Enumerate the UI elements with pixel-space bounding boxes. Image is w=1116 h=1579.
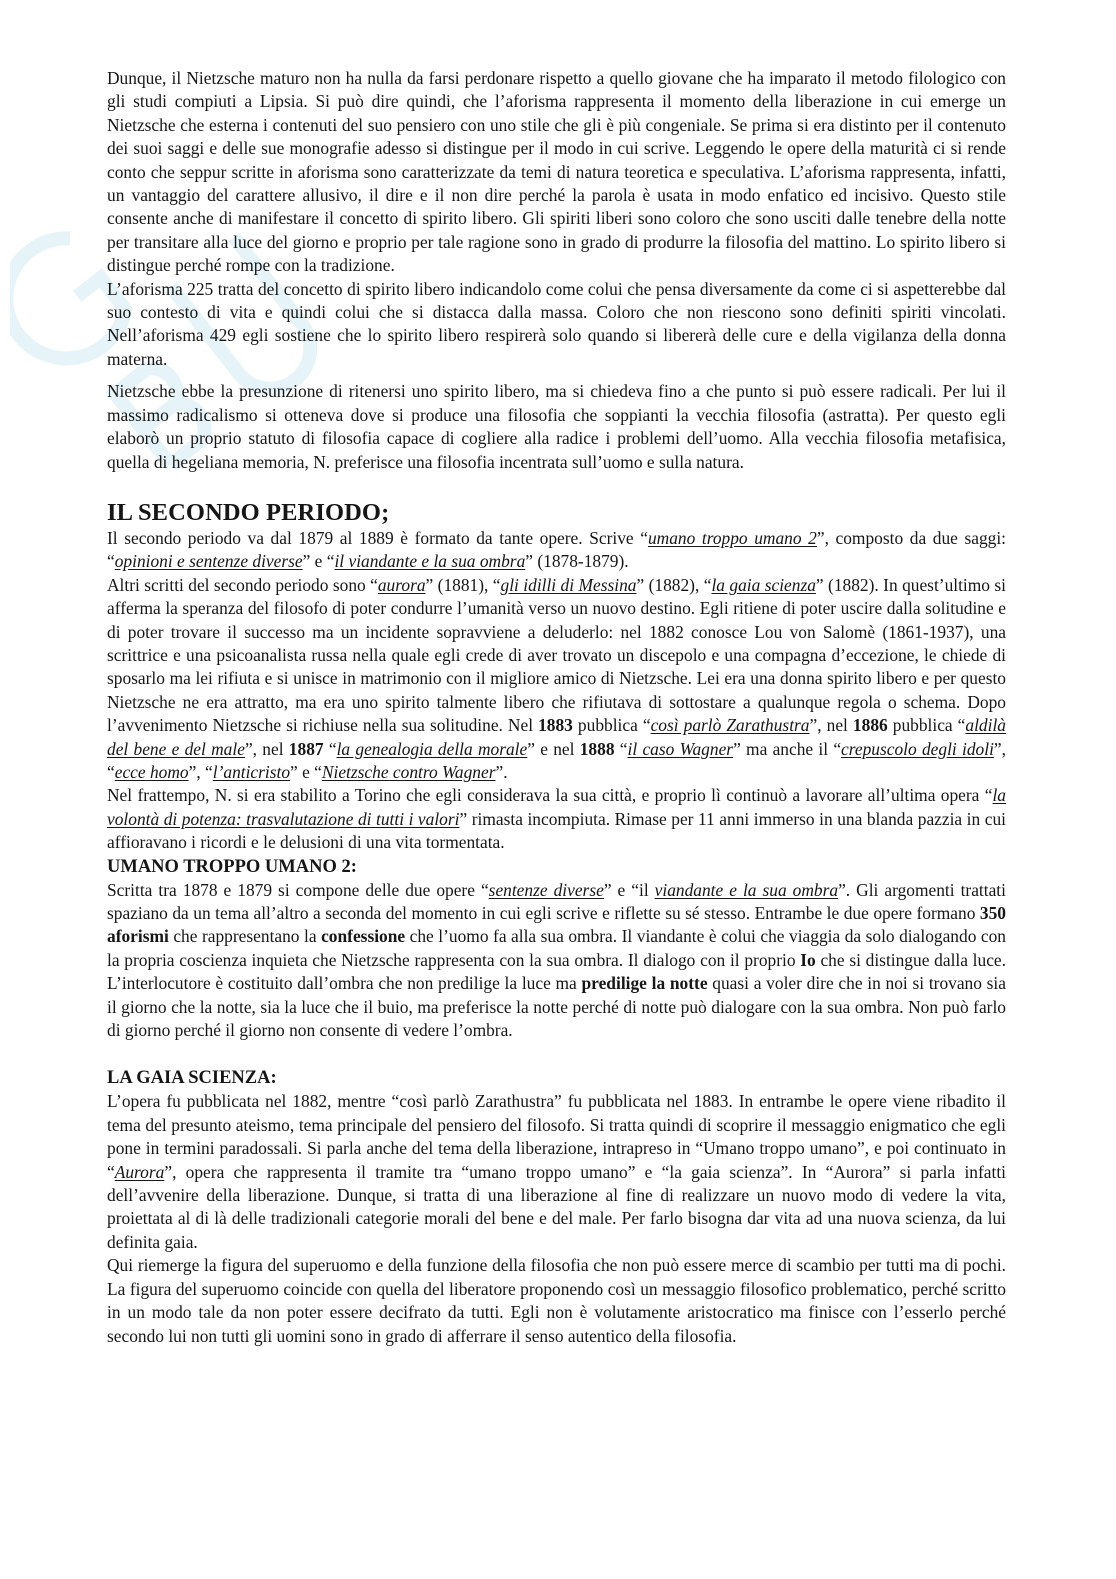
heading-secondo-periodo: IL SECONDO PERIODO; — [107, 498, 390, 526]
paragraph-secondo-periodo-1: Il secondo periodo va dal 1879 al 1889 è formato da tante opere. Scrive “umano troppo umano 2”, composto da due saggi: “opinioni e sentenze diverse” e “il viandante e la sua ombra” (1878-1879). — [107, 527, 1007, 572]
year: 1886 — [852, 715, 888, 736]
paragraph-gaia-2: Qui riemerge la figura del superuomo e della funzione della filosofia che non può essere merce di scambio per tutti ma di pochi. La figura del superuomo coincide con quella del liberatore proponendo così un messaggio filosofico problematico, perché scritto in un modo tale da non poter essere decifrato da tutti. Egli non è volutamente aristocratico ma finisce con l’esserlo perché secondo lui non tutti gli uomini sono in grado di afferrare il senso autentico della filosofia. — [107, 1255, 1006, 1346]
document-page — [107, 67, 1006, 1348]
work-title: aurora — [377, 574, 426, 595]
work-title: viandante e la sua ombra — [654, 879, 839, 900]
paragraph-intro-1: Dunque, il Nietzsche maturo non ha nulla da farsi perdonare rispetto a quello giovane che ha imparato il metodo filologico con gli studi compiuti a Lipsia. Si può dire quindi, che l’aforisma rappresenta il momento della liberazione in cui emerge un Nietzsche che esterna i contenuti del suo pensiero con uno stile che gli è più congeniale. Se prima si era distinto per il contenuto dei suoi saggi e delle sue monografie adesso si distingue per il modo in cui scrive. Leggendo le opere della maturità ci si rende conto che seppur scritte in aforisma sono caratterizzate da temi di natura teoretica e speculativa. L’aforisma rappresenta, infatti, un vantaggio del carattere allusivo, il dire e il non dire perché la parola è usata in modo enfatico ed incisivo. Questo stile consente anche di manifestare il concetto di spirito libero. Gli spiriti liberi sono coloro che sono usciti dalle tenebre della notte per transitare alla luce del giorno e proprio per tale ragione sono in grado di produrre la filosofia del mattino. Lo spirito libero si distingue perché rompe con la tradizione. — [107, 68, 1006, 276]
year: 1887 — [288, 738, 324, 759]
work-title: gli idilli di Messina — [500, 574, 637, 595]
work-title: la volontà di potenza: trasvalutazione di tutti i valori — [107, 785, 1006, 829]
work-title: umano troppo umano 2 — [647, 527, 817, 548]
heading-gaia-scienza: LA GAIA SCIENZA: — [107, 1068, 277, 1089]
paragraph-secondo-periodo-3: Nel frattempo, N. si era stabilito a Torino che egli considerava la sua città, e proprio lì continuò a lavorare all’ultima opera “la volontà di potenza: trasvalutazione di tutti i valori” rimasta incompiuta. Rimase per 11 anni immerso in una blanda pazzia in cui affioravano i ricordi e le delusioni di una vita tormentata. — [107, 785, 1006, 853]
work-title: il viandante e la sua ombra — [334, 551, 526, 572]
work-title: ecce homo — [114, 761, 189, 782]
year: 1883 — [538, 715, 573, 736]
work-title: la gaia scienza — [711, 574, 816, 595]
work-title: opinioni e sentenze diverse — [114, 551, 303, 572]
work-title: crepuscolo degli idoli — [841, 738, 994, 759]
paragraph-secondo-periodo-2: Altri scritti del secondo periodo sono “aurora” (1881), “gli idilli di Messina” (1882), “la gaia scienza” (1882). In quest’ultimo si afferma la speranza del filosofo di poter condurre l’umanità verso un nuovo destino. Egli ritiene di poter uscire dalla solitudine e di poter trovare il successo ma un incidente sopravviene a deluderlo: nel 1882 conosce Lou von Salomè (1861-1937), una scrittrice e una psicoanalista russa nella quale egli crede di aver trovato un discepolo e una compagna d’eccezione, le chiede di sposarlo ma lei rifiuta e si unisce in matrimonio con il migliore amico di Nietzsche. Lei era una donna spirito libero e per questo Nietzsche ne era attratto, ma era uno spirito talmente libero che rifiutava di sottostare a qualunque regola o schema. Dopo l’avvenimento Nietzsche si richiuse nella sua solitudine. Nel 1883 pubblica “così parlò Zarathustra”, nel 1886 pubblica “aldilà del bene e del male”, nel 1887 “la genealogia della morale” e nel 1888 “il caso Wagner” ma anche il “crepuscolo degli idoli”, “ecce homo”, “l’anticristo” e “Nietzsche contro Wagner”. — [107, 574, 1006, 782]
work-title: aldilà del bene e del male — [107, 715, 1006, 759]
bold-term: confessione — [321, 926, 406, 947]
work-title: la genealogia della morale — [336, 738, 528, 759]
work-title: Nietzsche contro Wagner — [321, 761, 496, 782]
bold-term: Io — [800, 949, 816, 970]
paragraph-gaia-1: L’opera fu pubblicata nel 1882, mentre “così parlò Zarathustra” fu pubblicata nel 1883. In entrambe le opere viene ribadito il tema del presunto ateismo, tema principale del pensiero del filosofo. Si tratta quindi di scoprire il messaggio enigmatico che egli pone in termini paradossali. Si parla anche del tema della liberazione, intrapreso in “Umano troppo umano”, e poi continuato in “Aurora”, opera che rappresenta il tramite tra “umano troppo umano” e “la gaia scienza”. In “Aurora” si parla infatti dell’avvenire della liberazione. Dunque, si tratta di una liberazione al fine di realizzare un nuovo modo di vedere la vita, proiettata al di là delle tradizionali categorie morali del bene e del male. Per farlo bisogna dar vita ad una nuova scienza, da lui definita gaia. — [107, 1091, 1006, 1252]
work-title: Aurora — [114, 1161, 165, 1182]
work-title: sentenze diverse — [488, 879, 604, 900]
paragraph-intro-2: L’aforisma 225 tratta del concetto di spirito libero indicandolo come colui che pensa diversamente da come ci si aspetterebbe dal suo contesto di vita e quindi colui che si distacca dalla massa. Coloro che non riescono sono definiti spiriti vincolati. Nell’aforisma 429 egli sostiene che lo spirito libero respirerà solo quando si libererà delle cure e della vigilanza della donna materna. — [107, 278, 1006, 369]
bold-term: 350 aforismi — [107, 903, 1006, 947]
paragraph-intro-3: Nietzsche ebbe la presunzione di ritenersi uno spirito libero, ma si chiedeva fino a che punto si può essere radicali. Per lui il massimo radicalismo si otteneva dove si produce una filosofia che soppianti la vecchia filosofia (astratta). Per questo egli elaborò un proprio statuto di filosofia capace di cogliere alla radice i problemi dell’uomo. Alla vecchia filosofia metafisica, quella di hegeliana memoria, N. preferisce una filosofia incentrata sull’uomo e sulla natura. — [107, 381, 1006, 472]
bold-term: predilige la notte — [581, 973, 708, 994]
heading-umano-troppo-umano: UMANO TROPPO UMANO 2: — [107, 856, 357, 877]
paragraph-umano: Scritta tra 1878 e 1879 si compone delle due opere “sentenze diverse” e “il viandante e la sua ombra”. Gli argomenti trattati spaziano da un tema all’altro a seconda del momento in cui egli scrive e riflette su sé stesso. Entrambe le due opere formano 350 aforismi che rappresentano la confessione che l’uomo fa alla sua ombra. Il viandante è colui che viaggia da solo dialogando con la propria coscienza inquieta che Nietzsche rappresenta con la sua ombra. Il dialogo con il proprio Io che si distingue dalla luce. L’interlocutore è costituito dall’ombra che non predilige la luce ma predilige la notte quasi a voler dire che in noi si trovano sia il giorno che la notte, sia la luce che il buio, ma preferisce la notte perché di notte può dialogare con la sua ombra. Non può farlo di giorno perché il giorno non consente di vedere l’ombra. — [107, 879, 1006, 1041]
work-title: l’anticristo — [212, 761, 291, 782]
work-title: il caso Wagner — [627, 738, 734, 759]
work-title: così parlò Zarathustra — [650, 715, 810, 736]
year: 1888 — [579, 738, 615, 759]
